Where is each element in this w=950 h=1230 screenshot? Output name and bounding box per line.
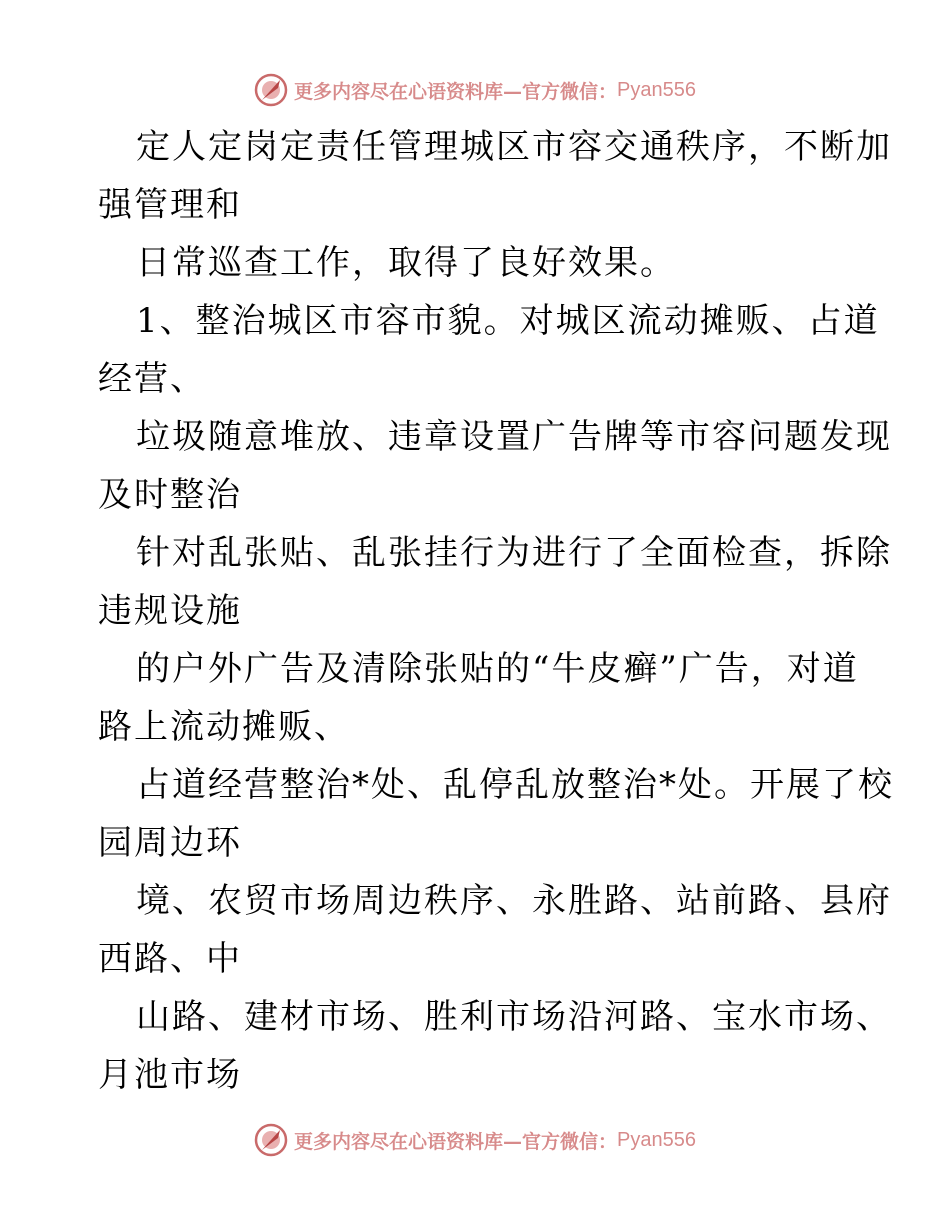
text-line: 违规设施 <box>98 591 242 631</box>
text-line: 路上流动摊贩、 <box>98 707 350 747</box>
watermark-account: Pyan556 <box>617 78 696 101</box>
text-line: 占道经营整治*处、乱停乱放整治*处。开展了校 <box>136 765 894 805</box>
watermark-account: Pyan556 <box>617 1128 696 1151</box>
quill-logo-icon <box>254 73 288 107</box>
text-line: 园周边环 <box>98 823 242 863</box>
watermark-text: 更多内容尽在心语资料库—官方微信： <box>294 80 618 103</box>
text-line: 境、农贸市场周边秩序、永胜路、站前路、县府 <box>136 881 892 921</box>
document-body <box>98 118 894 1104</box>
quill-logo-icon <box>254 1123 288 1157</box>
text-line: 日常巡查工作，取得了良好效果。 <box>136 243 676 283</box>
text-line: 山路、建材市场、胜利市场沿河路、宝水市场、 <box>136 997 892 1037</box>
text-line: 月池市场 <box>98 1055 242 1095</box>
text-line: 垃圾随意堆放、违章设置广告牌等市容问题发现 <box>136 417 892 457</box>
header-watermark <box>0 70 950 110</box>
text-line: 的户外广告及清除张贴的“牛皮癣”广告，对道 <box>136 649 859 689</box>
text-line: 西路、中 <box>98 939 242 979</box>
text-line: 针对乱张贴、乱张挂行为进行了全面检查，拆除 <box>136 533 892 573</box>
footer-watermark <box>0 1120 950 1160</box>
text-line: 1、整治城区市容市貌。对城区流动摊贩、占道 <box>136 301 880 341</box>
text-line: 经营、 <box>98 359 206 399</box>
text-line: 强管理和 <box>98 185 242 225</box>
text-line: 定人定岗定责任管理城区市容交通秩序，不断加 <box>136 127 892 167</box>
text-line: 及时整治 <box>98 475 242 515</box>
watermark-text: 更多内容尽在心语资料库—官方微信： <box>294 1130 618 1153</box>
